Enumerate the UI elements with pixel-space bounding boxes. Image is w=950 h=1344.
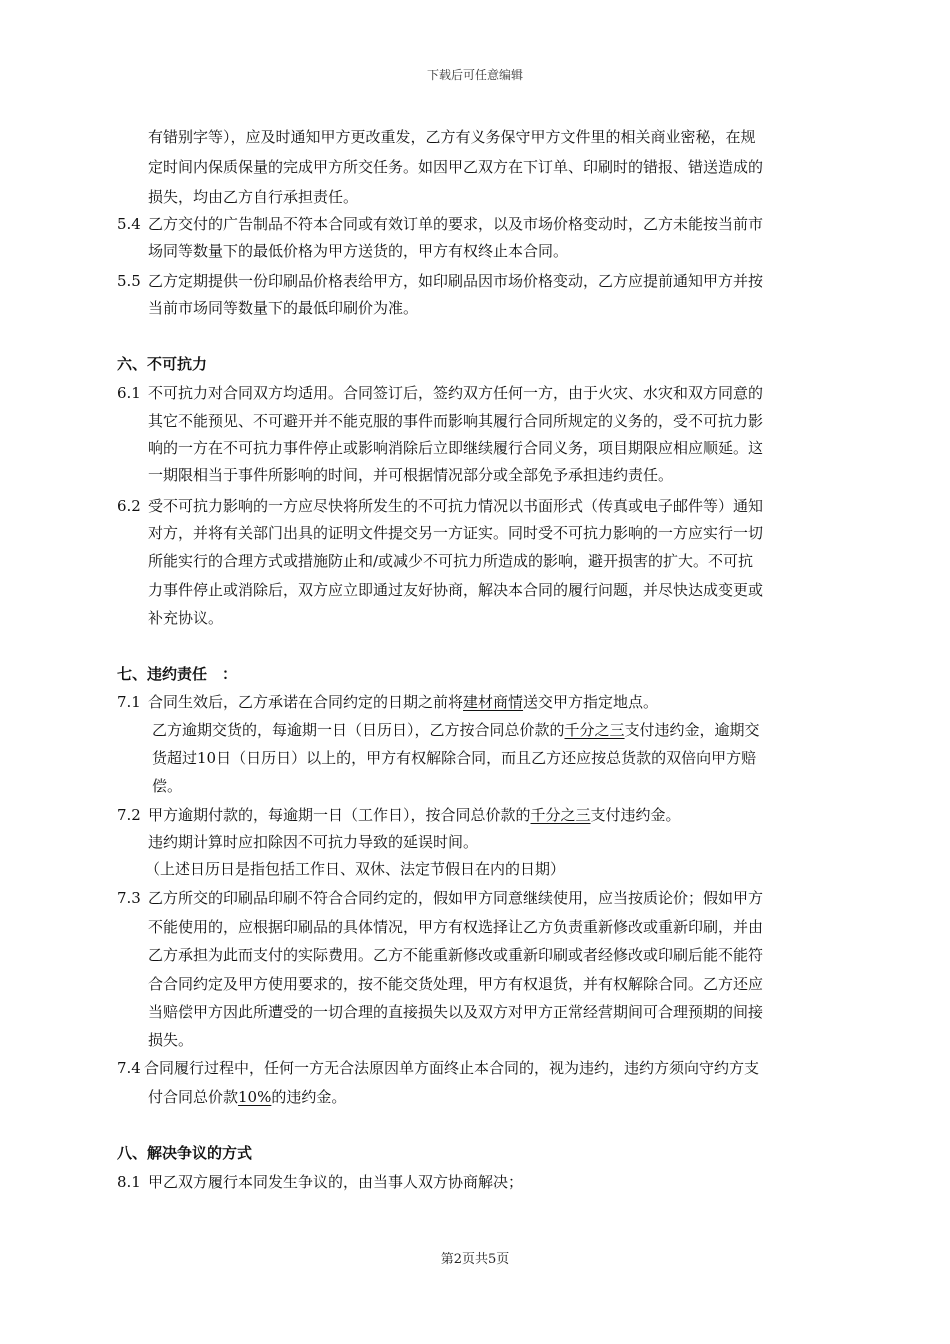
paragraph-line: 损失。 <box>148 1031 194 1049</box>
paragraph-line: 乙方承担为此而支付的实际费用。乙方不能重新修改或重新印刷或者经修改或印刷后能不能符 <box>148 946 764 964</box>
paragraph-line: 受不可抗力影响的一方应尽快将所发生的不可抗力情况以书面形式（传真或电子邮件等）通知 <box>148 497 764 515</box>
page-footer: 第2页共5页 <box>440 1252 510 1267</box>
paragraph-line: 一期限相当于事件所影响的时间，并可根据情况部分或全部免予承担违约责任。 <box>148 466 674 484</box>
paragraph-line: 偿。 <box>152 777 183 795</box>
paragraph-line: 力事件停止或消除后，双方应立即通过友好协商，解决本合同的履行问题，并尽快达成变更或 <box>148 581 764 599</box>
paragraph-line: （上述日历日是指包括工作日、双休、法定节假日在内的日期） <box>145 860 566 878</box>
section-heading: 七、违约责任 ： <box>117 665 238 683</box>
paragraph-line: 不能使用的，应根据印刷品的具体情况，甲方有权选择让乙方负责重新修改或重新印刷，并由 <box>148 918 764 936</box>
clause-number: 6.1 <box>117 384 141 402</box>
text-run: 送交甲方指定地点。 <box>523 693 659 711</box>
section-heading: 六、不可抗力 <box>117 355 208 373</box>
clause-number: 6.2 <box>117 497 141 515</box>
paragraph-line <box>148 805 681 825</box>
paragraph-line: 场同等数量下的最低价格为甲方送货的，甲方有权终止本合同。 <box>148 242 569 260</box>
text-run: 付合同总价款 <box>148 1088 239 1106</box>
text-run: 乙方逾期交货的，每逾期一日（日历日），乙方按合同总价款的 <box>152 721 565 739</box>
paragraph-line: 违约期计算时应扣除因不可抗力导致的延误时间。 <box>148 833 479 851</box>
page-header: 下载后可任意编辑 <box>426 68 523 82</box>
clause-number: 7.4 <box>117 1059 141 1077</box>
paragraph-line: 乙方交付的广告制品不符本合同或有效订单的要求，以及市场价格变动时，乙方未能按当前市 <box>148 215 764 233</box>
paragraph-line: 有错别字等），应及时通知甲方更改重发，乙方有义务保守甲方文件里的相关商业密秘，在规 <box>148 128 756 146</box>
clause-number: 8.1 <box>117 1173 141 1191</box>
text-run: 支付违约金，逾期交 <box>624 721 760 739</box>
paragraph-line: 其它不能预见、不可避开并不能克服的事件而影响其履行合同所规定的义务的，受不可抗力影 <box>148 412 764 430</box>
clause-number: 5.4 <box>117 215 141 233</box>
paragraph-line <box>148 692 658 712</box>
paragraph-line: 损失，均由乙方自行承担责任。 <box>148 188 359 206</box>
paragraph-line: 货超过10日（日历日）以上的，甲方有权解除合同，而且乙方还应按总货款的双倍向甲方赔 <box>152 749 757 767</box>
paragraph-line: 乙方所交的印刷品印刷不符合合同约定的，假如甲方同意继续使用，应当按质论价；假如甲方 <box>148 889 764 907</box>
paragraph-line: 当前市场同等数量下的最低印刷价为准。 <box>148 299 419 317</box>
underlined-text: 千分之三 <box>530 806 591 824</box>
paragraph-line: 乙方定期提供一份印刷品价格表给甲方，如印刷品因市场价格变动，乙方应提前通知甲方并按 <box>148 272 764 290</box>
underlined-text: 千分之三 <box>564 721 625 739</box>
text-run: 甲方逾期付款的，每逾期一日（工作日），按合同总价款的 <box>148 806 531 824</box>
clause-number: 7.2 <box>117 806 141 824</box>
clause-number: 7.1 <box>117 693 141 711</box>
paragraph-line: 响的一方在不可抗力事件停止或影响消除后立即继续履行合同义务，项目期限应相应顺延。这 <box>148 439 764 457</box>
underlined-text: 10% <box>238 1088 272 1106</box>
paragraph-line: 当赔偿甲方因此所遭受的一切合理的直接损失以及双方对甲方正常经营期间可合理预期的间接 <box>148 1003 764 1021</box>
paragraph-line: 所能实行的合理方式或措施防止和/或减少不可抗力所造成的影响，避开损害的扩大。不可抗 <box>148 552 754 570</box>
paragraph-line <box>152 720 760 740</box>
paragraph-line: 不可抗力对合同双方均适用。合同签订后，签约双方任何一方，由于火灾、水灾和双方同意的 <box>148 384 764 402</box>
paragraph-line: 甲乙双方履行本同发生争议的，由当事人双方协商解决； <box>148 1173 524 1191</box>
paragraph-line: 合同履行过程中，任何一方无合法原因单方面终止本合同的，视为违约，违约方须向守约方支 <box>144 1059 760 1077</box>
paragraph-line: 补充协议。 <box>148 609 224 627</box>
text-run: 合同生效后，乙方承诺在合同约定的日期之前将 <box>148 693 464 711</box>
text-run: 支付违约金。 <box>590 806 681 824</box>
underlined-text: 建材商情 <box>463 693 524 711</box>
clause-number: 5.5 <box>117 272 141 290</box>
paragraph-line: 对方，并将有关部门出具的证明文件提交另一方证实。同时受不可抗力影响的一方应实行一切 <box>148 524 764 542</box>
section-heading: 八、解决争议的方式 <box>117 1144 253 1162</box>
paragraph-line: 合合同约定及甲方使用要求的，按不能交货处理，甲方有权退货，并有权解除合同。乙方还应 <box>148 975 764 993</box>
text-run: 的违约金。 <box>271 1088 347 1106</box>
paragraph-line: 定时间内保质保量的完成甲方所交任务。如因甲乙双方在下订单、印刷时的错报、错送造成的 <box>148 158 764 176</box>
paragraph-line <box>148 1087 346 1107</box>
clause-number: 7.3 <box>117 889 141 907</box>
